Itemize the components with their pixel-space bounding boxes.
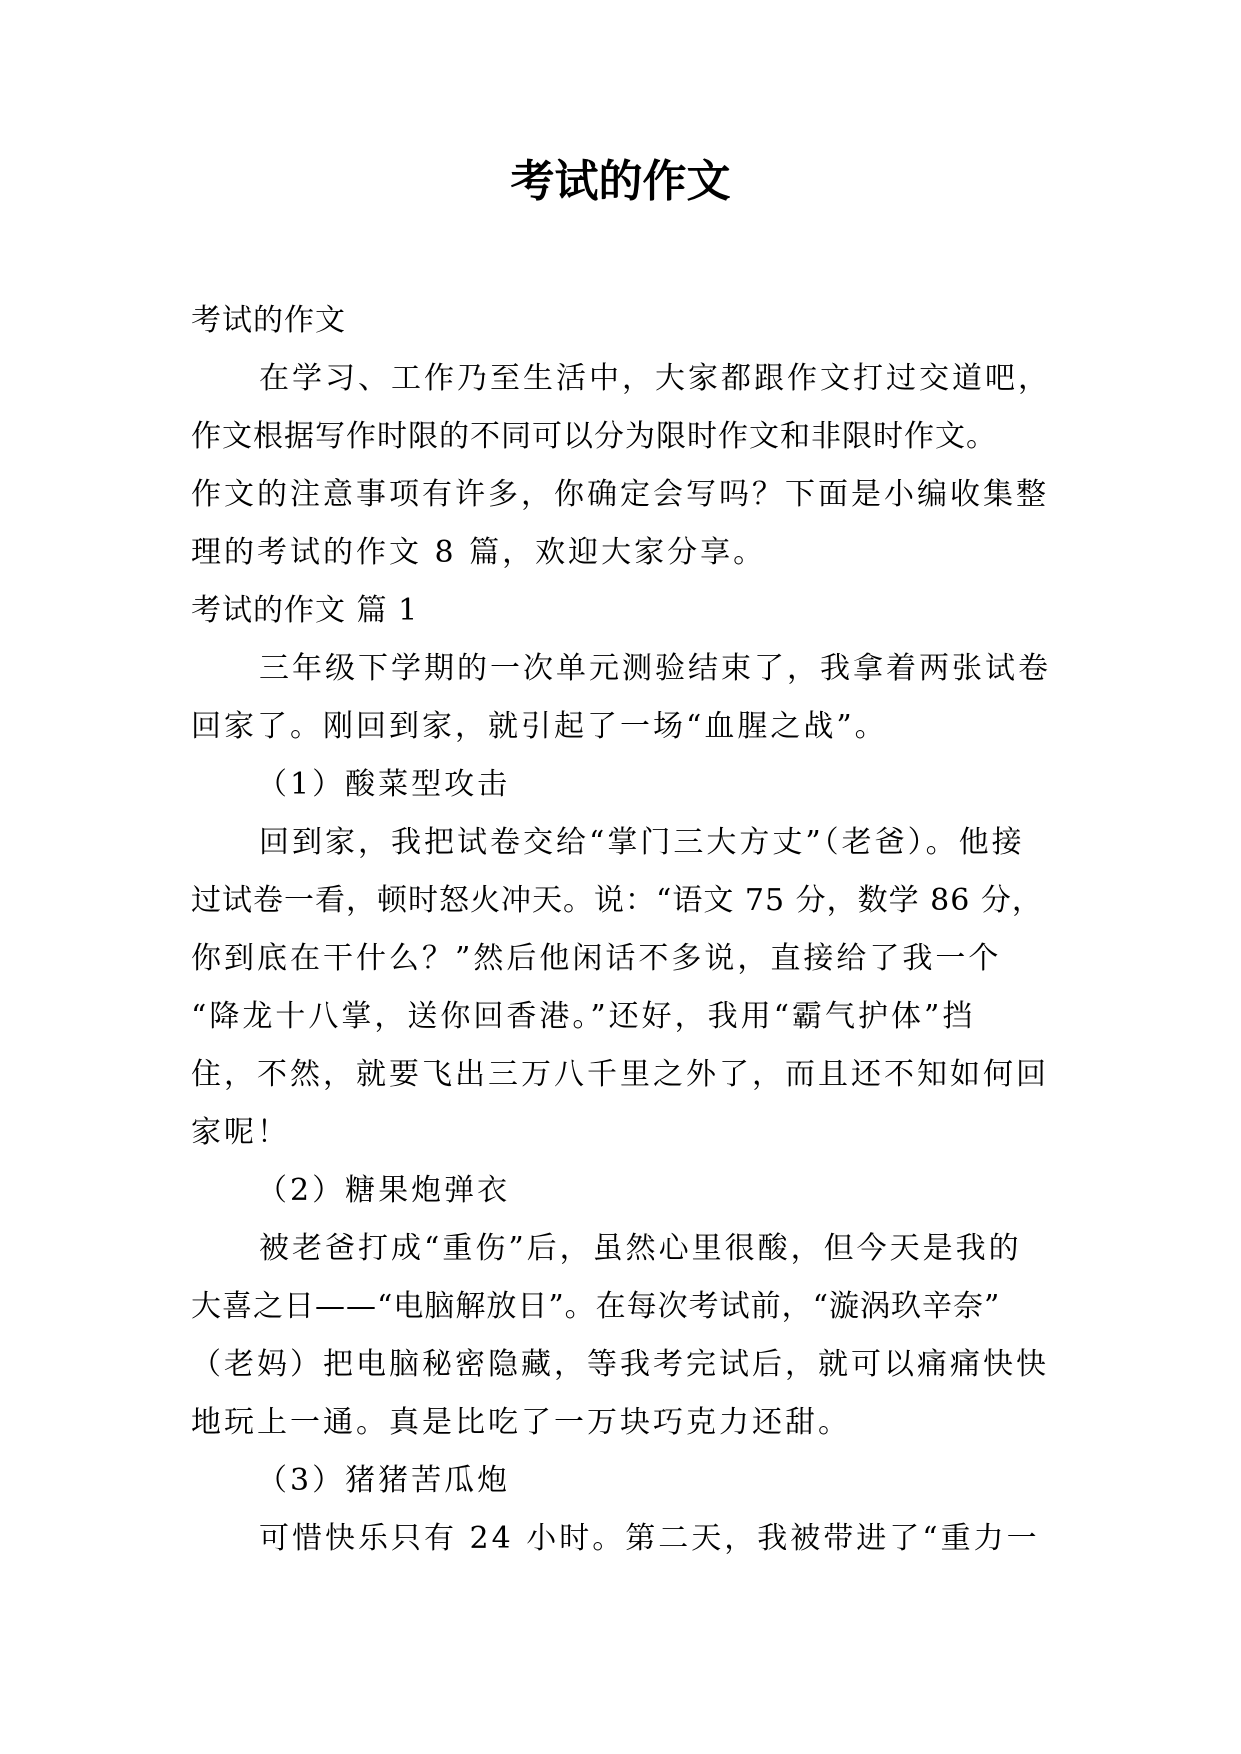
paragraph-line: 在学习、工作乃至生活中，大家都跟作文打过交道吧， [259,361,1051,396]
paragraph-line: 地玩上一通。真是比吃了一万块巧克力还甜。 [191,1405,851,1440]
subheading: （2）糖果炮弹衣 [257,1173,511,1208]
paragraph-line: 被老爸打成“重伤”后，虽然心里很酸，但今天是我的 [259,1231,1022,1266]
subheading: （3）猪猪苦瓜炮 [257,1463,511,1498]
section-heading: 考试的作文 [191,303,346,338]
paragraph-line: 作文根据写作时限的不同可以分为限时作文和非限时作文。 [191,419,997,454]
paragraph-line: 三年级下学期的一次单元测验结束了，我拿着两张试卷 [259,651,1051,686]
paragraph-line: 回家了。刚回到家，就引起了一场“血腥之战”。 [191,709,888,744]
subheading: （1）酸菜型攻击 [257,767,511,802]
document-title: 考试的作文 [510,156,731,207]
paragraph-line: “降龙十八掌，送你回香港。”还好，我用“霸气护体”挡 [191,999,976,1034]
paragraph-line: 作文的注意事项有许多，你确定会写吗？下面是小编收集整 [191,477,1049,512]
paragraph-line: 你到底在干什么？”然后他闲话不多说，直接给了我一个 [191,941,1002,976]
paragraph-line: 住，不然，就要飞出三万八千里之外了，而且还不知如何回 [191,1057,1049,1092]
paragraph-line: 大喜之日——“电脑解放日”。在每次考试前，“漩涡玖辛奈” [191,1289,1001,1324]
paragraph-line: 可惜快乐只有 24 小时。第二天，我被带进了“重力一 [259,1521,1040,1556]
paragraph-line: 回到家，我把试卷交给“掌门三大方丈”（老爸）。他接 [259,825,1025,860]
paragraph-line: （老妈）把电脑秘密隐藏，等我考完试后，就可以痛痛快快 [191,1347,1049,1382]
paragraph-line: 过试卷一看，顿时怒火冲天。说：“语文 75 分，数学 86 分， [191,883,1043,918]
document-body [191,292,1081,1568]
paragraph-line: 家呢！ [191,1115,290,1150]
paragraph-line: 理的考试的作文 8 篇，欢迎大家分享。 [191,535,767,570]
section-heading: 考试的作文 篇 1 [191,593,419,628]
